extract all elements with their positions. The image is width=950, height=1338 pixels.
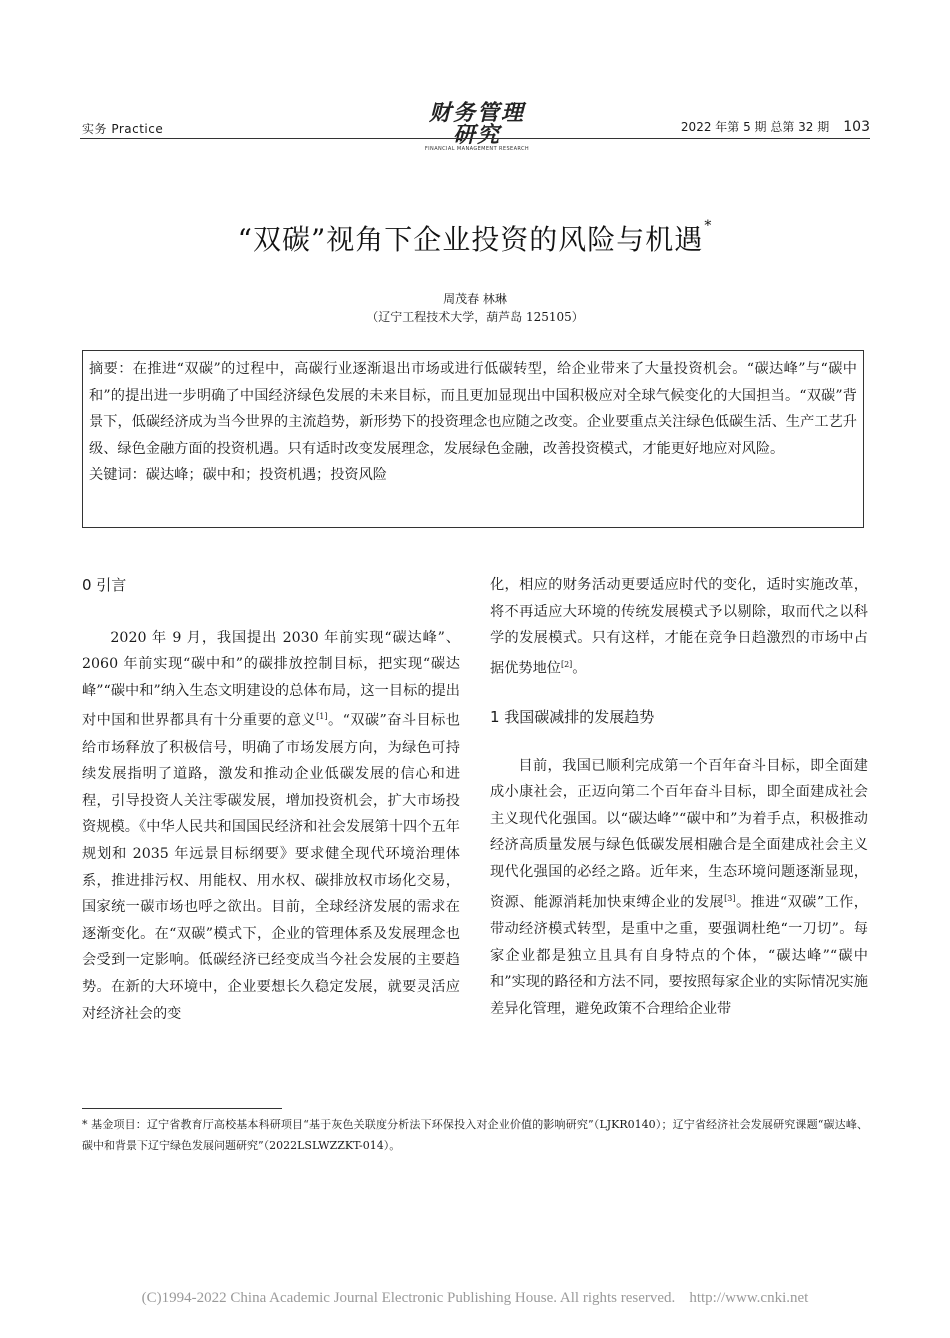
funding-footnote: * 基金项目：辽宁省教育厅高校基本科研项目“基于灰色关联度分析法下环保投入对企业价值的影响研究”（LJKR0140）；辽宁省经济社会发展研究课题“碳达峰、碳中和背景下辽宁绿色发展问题研究”（2022LSLWZZKT-014）。 (82, 1118, 868, 1152)
section-1-text-a: 目前，我国已顺利完成第一个百年奋斗目标，即全面建成小康社会，正迈向第二个百年奋斗目标，即全面建成社会主义现代化强国。以“碳达峰”“碳中和”为着手点，积极推动经济高质量发展与绿色低碳发展相融合是全面建成社会主义现代化强国的必经之路。近年来，生态环境问题逐渐显现，资源、能源消耗加快束缚企业的发展 (490, 757, 868, 911)
left-column (82, 572, 460, 1027)
section-1-heading: 1 我国碳减排的发展趋势 (490, 708, 655, 727)
copyright-line (0, 1290, 950, 1307)
issue-info: 2022 年第 5 期 总第 32 期 (680, 120, 830, 134)
copyright-notice: (C)1994-2022 China Academic Journal Electronic Publishing House. All rights reserved. (141, 1290, 676, 1306)
authors: 周茂春 林琳 (443, 292, 507, 306)
citation-2: [2] (560, 659, 573, 669)
page-number: 103 (843, 119, 870, 135)
article-title (0, 218, 950, 258)
journal-logo-subtitle: FINANCIAL MANAGEMENT RESEARCH (424, 146, 530, 152)
running-header-section: 实务 Practice (82, 122, 164, 136)
section-1-text-b: 。推进“双碳”工作，带动经济模式转型，是重中之重，要强调杜绝“一刀切”。每家企业都是独立且具有自身特点的个体，“碳达峰”“碳中和”实现的路径和方法不同，要按照每家企业的实际情况实施差异化管理，避免政策不合理给企业带 (490, 894, 868, 1017)
affiliation: （辽宁工程技术大学，葫芦岛 125105） (366, 310, 584, 324)
intro-paragraph (82, 625, 460, 1028)
footnote-rule (82, 1108, 282, 1109)
journal-logo-title: 财务管理研究 (428, 100, 525, 148)
intro-cont-text: 化，相应的财务活动更要适应时代的变化，适时实施改革，将不再适应大环境的传统发展模式予以剔除，取而代之以科学的发展模式。只有这样，才能在竞争日趋激烈的市场中占据优势地位 (490, 577, 868, 677)
citation-3: [3] (724, 893, 736, 903)
running-header-issue (681, 118, 870, 135)
article-title-text: “双碳”视角下企业投资的风险与机遇 (237, 223, 704, 256)
intro-text-b: 。“双碳”奋斗目标也给市场释放了积极信号，明确了市场发展方向，为绿色可持续发展指明了道路，激发和推动企业低碳发展的信心和进程，引导投资人关注零碳发展，增加投资机会，扩大市场投资规模。《中华人民共和国国民经济和社会发展第十四个五年规划和 2035 年远景目标纲要》要求健全现代环境治理体系，推进排污权、用能权、用水权、碳排放权市场化交易，国家统一碳市场也呼之欲出。目前，全球经济发展的需求在逐渐变化。在“双碳”模式下，企业的管理体系及发展理念也会受到一定影响。低碳经济已经变成当今社会发展的主要趋势。在新的大环境中，企业要想长久稳定发展，就要灵活应对经济社会的变 (82, 713, 460, 1022)
header-rule (80, 138, 870, 139)
abstract-box (82, 350, 864, 528)
right-column (490, 572, 868, 1022)
keywords: 关键词：碳达峰；碳中和；投资机遇；投资风险 (89, 467, 387, 484)
section-1-paragraph (490, 753, 868, 1023)
abstract-text: 摘要：在推进“双碳”的过程中，高碳行业逐渐退出市场或进行低碳转型，给企业带来了大量投资机会。“碳达峰”与“碳中和”的提出进一步明确了中国经济绿色发展的未来目标，而且更加显现出中国积极应对全球气候变化的大国担当。“双碳”背景下，低碳经济成为当今世界的主流趋势，新形势下的投资理念也应随之改变。企业要重点关注绿色低碳生活、生产工艺升级、绿色金融方面的投资机遇。只有适时改变发展理念，发展绿色金融，改善投资模式，才能更好地应对风险。 (89, 361, 857, 457)
citation-1: [1] (316, 712, 328, 722)
intro-cont-end: 。 (572, 660, 587, 677)
journal-logo (418, 100, 536, 152)
intro-text-a: 2020 年 9 月，我国提出 2030 年前实现“碳达峰”、2060 年前实现“碳中和”的碳排放控制目标，把实现“碳达峰”“碳中和”纳入生态文明建设的总体布局，这一目标的提出对中国和世界都具有十分重要的意义 (82, 629, 460, 730)
section-0-heading: 0 引言 (82, 576, 127, 594)
title-footnote-mark: * (704, 218, 713, 234)
intro-paragraph-continued (490, 572, 868, 682)
cnki-url[interactable]: http://www.cnki.net (689, 1290, 809, 1306)
